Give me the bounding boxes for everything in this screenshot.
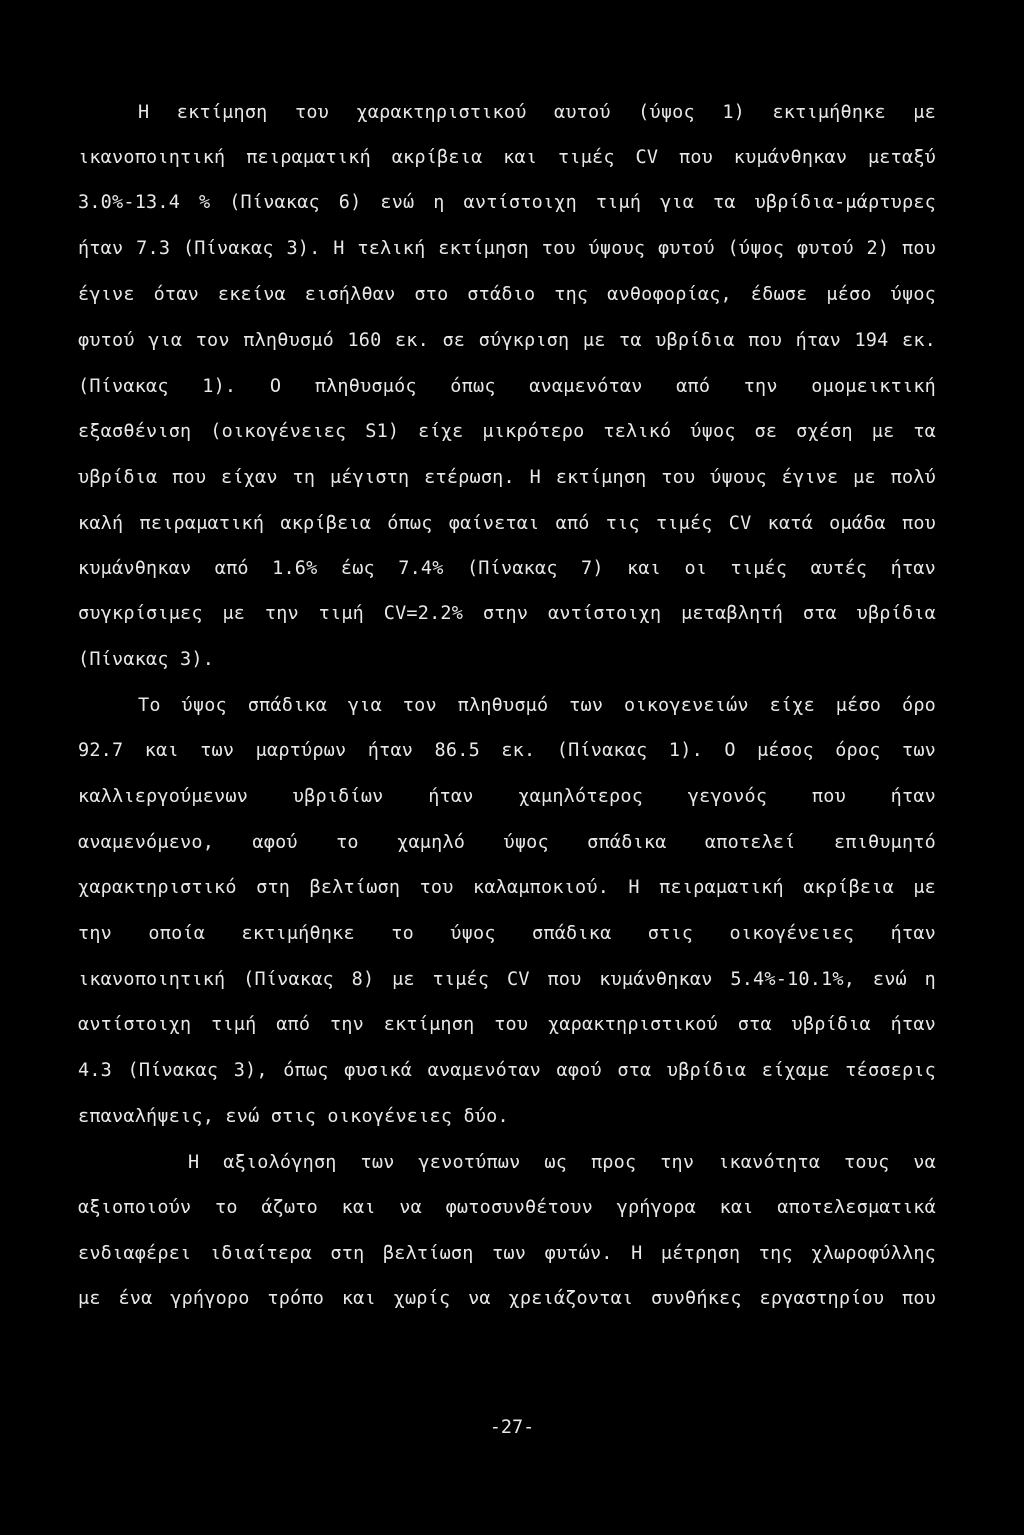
text-line: (Πίνακας 1). Ο πληθυσμός όπως αναμενόταν από την ομομεικτική <box>78 376 936 397</box>
text-line: Το ύψος σπάδικα για τον πληθυσμό των οικογενειών είχε μέσο όρο <box>138 695 936 716</box>
text-line: αναμενόμενο, αφού το χαμηλό ύψος σπάδικα αποτελεί επιθυμητό <box>78 832 936 853</box>
text-line: επαναλήψεις, ενώ στις οικογένειες δύο. <box>78 1106 509 1127</box>
text-line: αντίστοιχη τιμή από την εκτίμηση του χαρακτηριστικού στα υβρίδια ήταν <box>78 1014 936 1035</box>
page-number: -27- <box>489 1417 535 1438</box>
text-line: υβρίδια που είχαν τη μέγιστη ετέρωση. Η εκτίμηση του ύψους έγινε με πολύ <box>78 467 936 488</box>
text-line: συγκρίσιμες με την τιμή CV=2.2% στην αντίστοιχη μεταβλητή στα υβρίδια <box>78 603 936 624</box>
text-line: Η αξιολόγηση των γενοτύπων ως προς την ικανότητα τους να <box>188 1152 936 1173</box>
text-line: καλή πειραματική ακρίβεια όπως φαίνεται από τις τιμές CV κατά ομάδα που <box>78 513 936 534</box>
text-line: εξασθένιση (οικογένειες S1) είχε μικρότερο τελικό ύψος σε σχέση με τα <box>78 421 936 442</box>
text-line: ικανοποιητική πειραματική ακρίβεια και τιμές CV που κυμάνθηκαν μεταξύ <box>78 147 936 168</box>
text-line: ήταν 7.3 (Πίνακας 3). Η τελική εκτίμηση του ύψους φυτού (ύψος φυτού 2) που <box>78 238 936 259</box>
text-line: 3.0%-13.4 % (Πίνακας 6) ενώ η αντίστοιχη τιμή για τα υβρίδια-μάρτυρες <box>78 192 936 213</box>
text-line: αξιοποιούν το άζωτο και να φωτοσυνθέτουν γρήγορα και αποτελεσματικά <box>78 1197 936 1218</box>
text-line: Η εκτίμηση του χαρακτηριστικού αυτού (ύψος 1) εκτιμήθηκε με <box>138 102 936 123</box>
text-line: χαρακτηριστικό στη βελτίωση του καλαμποκιού. Η πειραματική ακρίβεια με <box>78 877 936 898</box>
text-line: με ένα γρήγορο τρόπο και χωρίς να χρειάζονται συνθήκες εργαστηρίου που <box>78 1288 936 1309</box>
text-line: καλλιεργούμενων υβριδίων ήταν χαμηλότερος γεγονός που ήταν <box>78 786 936 807</box>
text-line: ικανοποιητική (Πίνακας 8) με τιμές CV που κυμάνθηκαν 5.4%-10.1%, ενώ η <box>78 969 936 990</box>
text-line: την οποία εκτιμήθηκε το ύψος σπάδικα στις οικογένειες ήταν <box>78 923 936 944</box>
text-line: έγινε όταν εκείνα εισήλθαν στο στάδιο της ανθοφορίας, έδωσε μέσο ύψος <box>78 284 936 305</box>
text-line: (Πίνακας 3). <box>78 649 215 670</box>
text-line: 92.7 και των μαρτύρων ήταν 86.5 εκ. (Πίνακας 1). Ο μέσος όρος των <box>78 740 936 761</box>
text-line: κυμάνθηκαν από 1.6% έως 7.4% (Πίνακας 7) και οι τιμές αυτές ήταν <box>78 558 936 579</box>
text-line: 4.3 (Πίνακας 3), όπως φυσικά αναμενόταν αφού στα υβρίδια είχαμε τέσσερις <box>78 1060 936 1081</box>
text-line: ενδιαφέρει ιδιαίτερα στη βελτίωση των φυτών. Η μέτρηση της χλωροφύλλης <box>78 1243 936 1264</box>
text-line: φυτού για τον πληθυσμό 160 εκ. σε σύγκριση με τα υβρίδια που ήταν 194 εκ. <box>78 330 936 351</box>
